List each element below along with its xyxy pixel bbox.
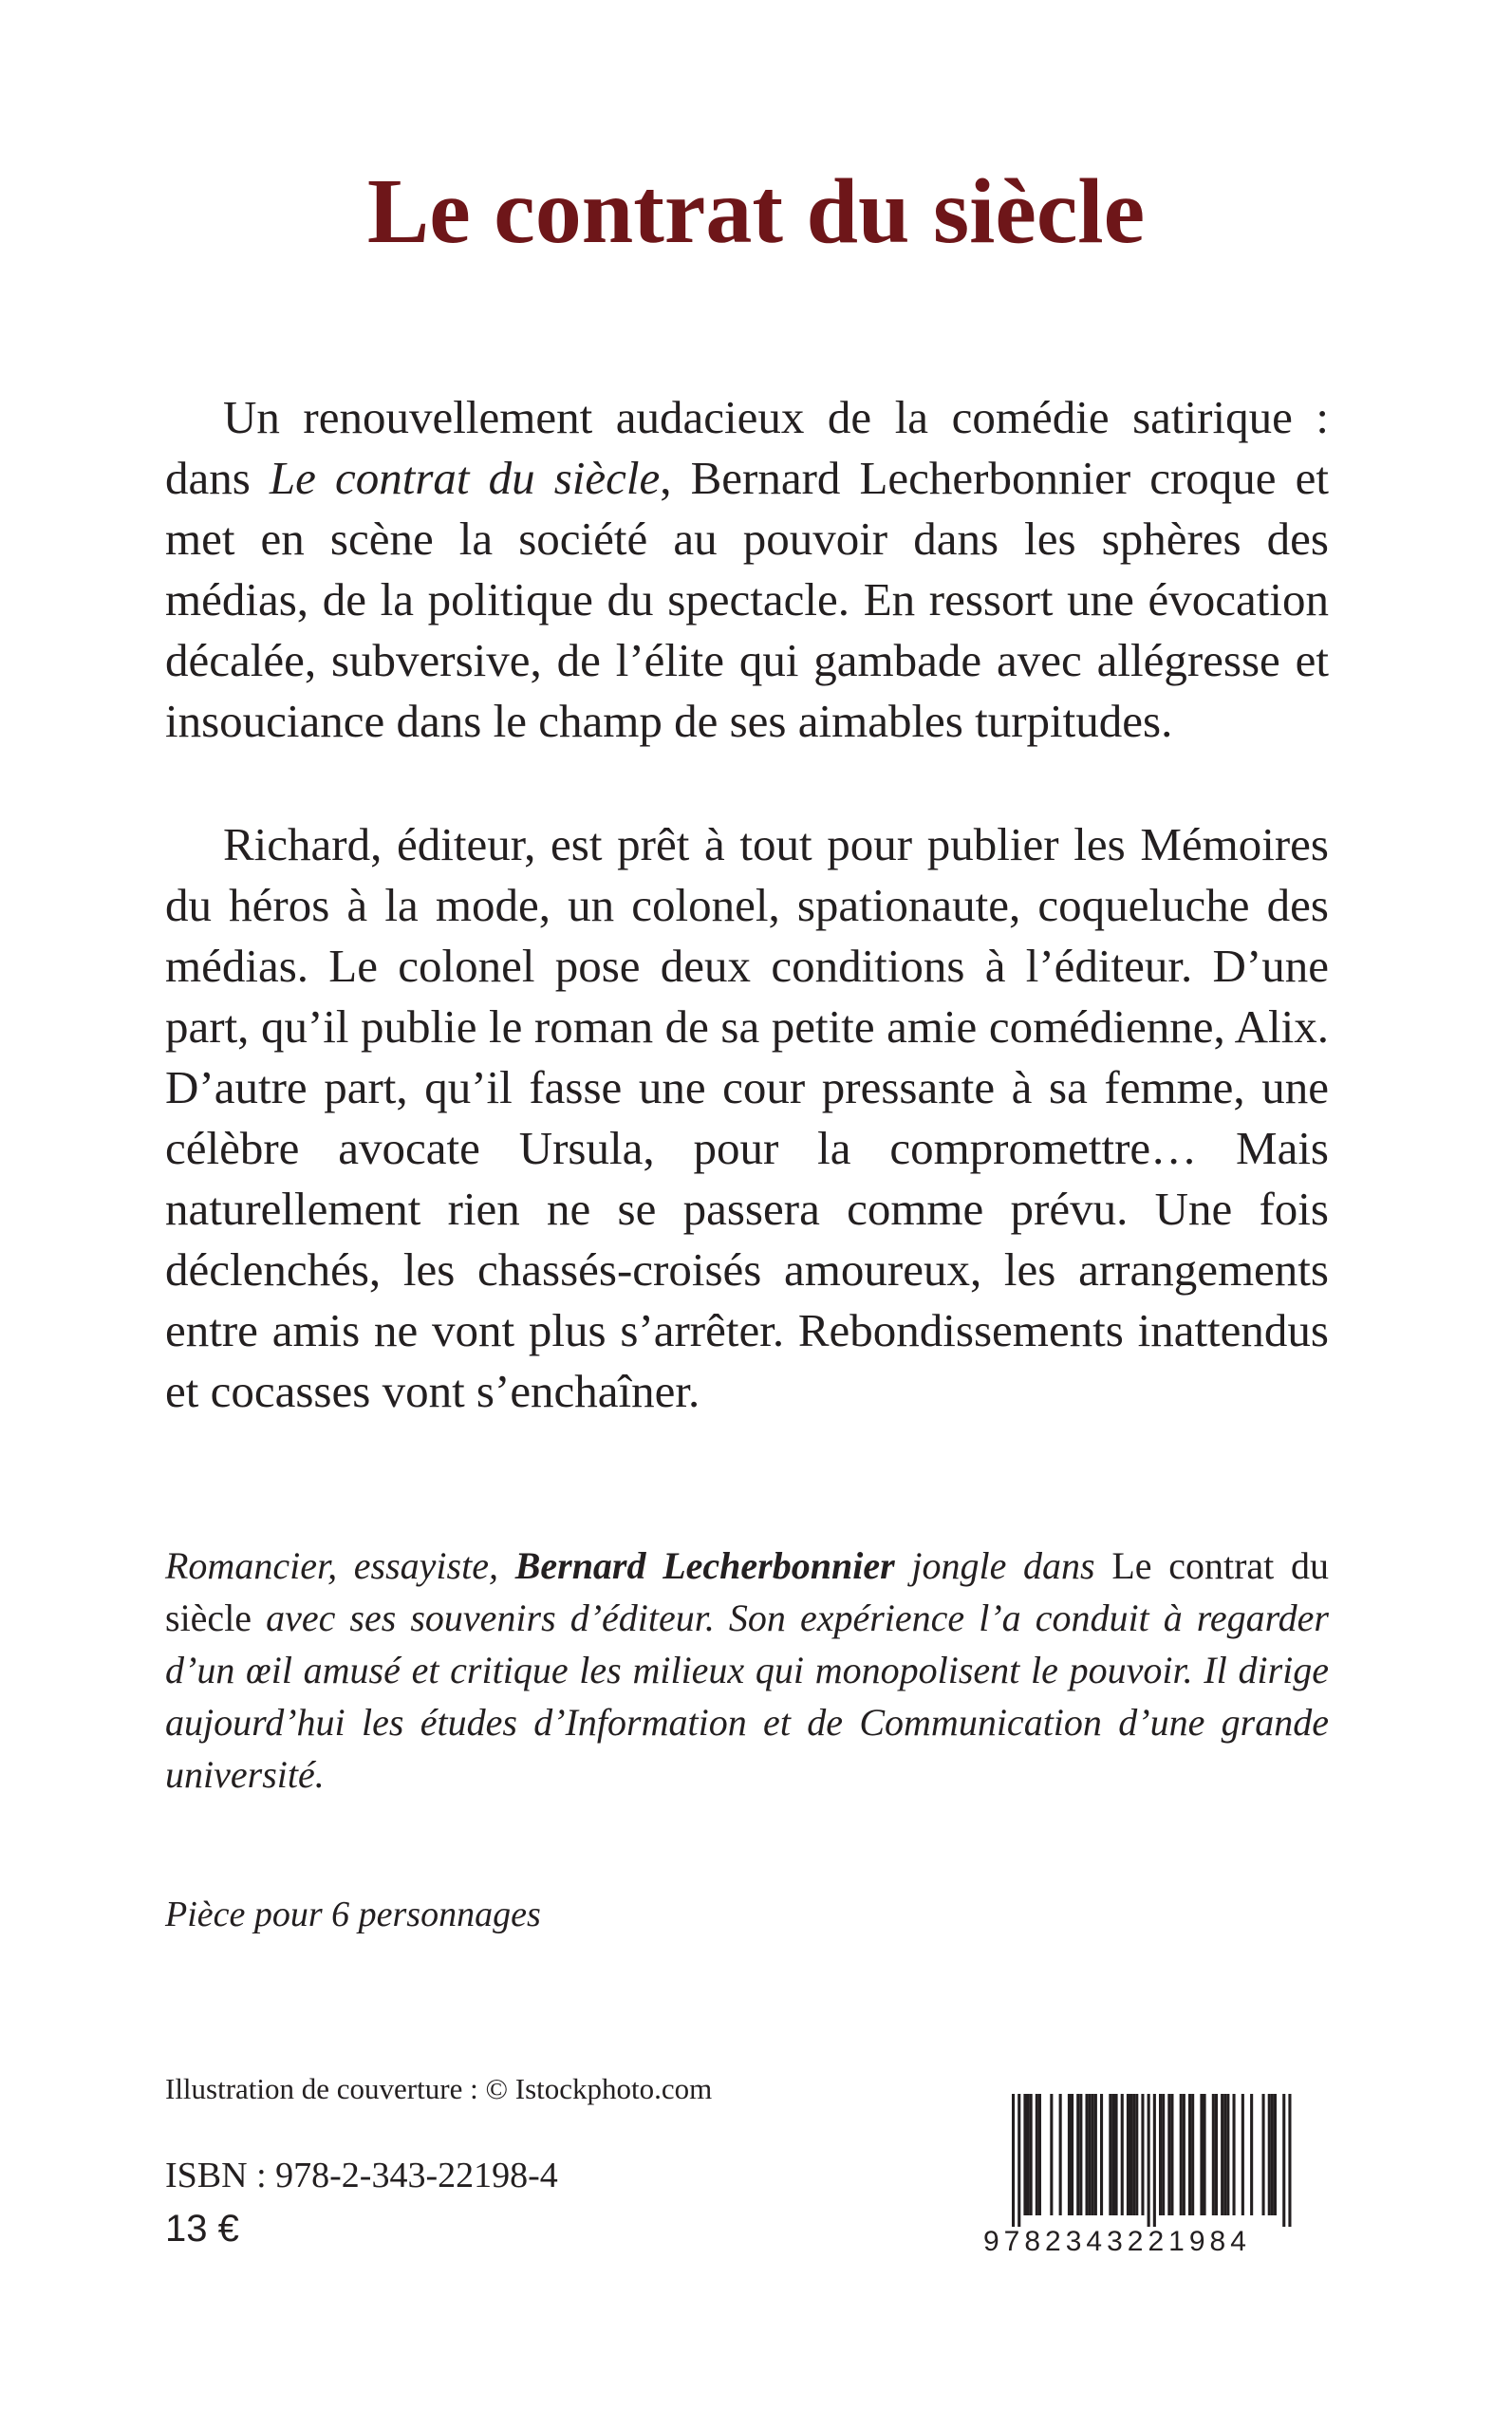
bio-author-name: Bernard Lecherbonnier: [514, 1544, 895, 1587]
barcode-bar: [1215, 2094, 1218, 2215]
barcode-bar: [1274, 2094, 1277, 2215]
bio-text-2: jongle dans: [894, 1544, 1112, 1587]
summary-text-1a: Un renouvellement audacieux de la comédie satirique : dans: [165, 391, 1329, 504]
barcode-digits: 9782343221984: [983, 2226, 1251, 2257]
barcode-bar: [1129, 2094, 1132, 2215]
barcode-bar: [1159, 2094, 1162, 2215]
barcode-bar: [1111, 2094, 1114, 2215]
barcode-bar: [1241, 2094, 1244, 2215]
summary-text-1b: , Bernard Lecherbonnier croque et met en scène la société au pouvoir dans les sphères des médias, de la politique du spectacle. En ressort une évocation décalée, subversive, de l’élite qui gambade avec allégresse et insouciance dans le champ de ses aimables turpitudes.: [165, 452, 1329, 747]
bio-text-3: avec ses souvenirs d’éditeur. Son expérience l’a conduit à regarder d’un œil amusé et critique les milieux qui monopolisent le pouvoir. Il dirige aujourd’hui les études d’Information et de Communication d’une grande université.: [165, 1597, 1329, 1796]
barcode-bar: [1282, 2094, 1285, 2227]
isbn: ISBN : 978-2-343-22198-4: [165, 2156, 558, 2195]
summary-paragraph-2: [165, 814, 1329, 1422]
barcode-bar: [1089, 2094, 1092, 2215]
barcode-bar: [1180, 2094, 1183, 2215]
barcode-bar: [1250, 2094, 1253, 2215]
barcode-bar: [1167, 2094, 1170, 2215]
barcode-bar: [1212, 2094, 1215, 2215]
summary-book-title: Le contrat du siècle: [269, 452, 661, 504]
barcode-bar: [1183, 2094, 1185, 2215]
book-title: Le contrat du siècle: [366, 160, 1146, 263]
barcode-bar: [1100, 2094, 1103, 2215]
barcode-bar: [1262, 2094, 1265, 2215]
author-bio: [165, 1540, 1329, 1801]
price: 13 €: [165, 2208, 239, 2250]
barcode-bar: [1109, 2094, 1111, 2215]
barcode-bar: [1023, 2094, 1026, 2215]
barcode-bar: [1132, 2094, 1135, 2215]
barcode-bar: [1012, 2094, 1015, 2227]
barcode-bar: [1271, 2094, 1274, 2215]
barcode-bar: [1221, 2094, 1223, 2215]
barcode-bar: [1059, 2094, 1062, 2215]
summary-paragraph-1: [165, 387, 1329, 752]
barcode-bars: [983, 2094, 1333, 2227]
barcode-bar: [1038, 2094, 1041, 2215]
barcode-bar: [1030, 2094, 1033, 2215]
illustration-credit: Illustration de couverture : © Istockphoto.com: [165, 2072, 713, 2105]
barcode-bar: [1268, 2094, 1271, 2215]
barcode-bar: [1223, 2094, 1226, 2215]
barcode-bar: [1170, 2094, 1173, 2215]
summary-text-2: Richard, éditeur, est prêt à tout pour publier les Mémoires du héros à la mode, un colonel, spationaute, coqueluche des médias. Le colonel pose deux conditions à l’éditeur. D’une part, qu’il publie le roman de sa petite amie comédienne, Alix. D’autre part, qu’il fasse une cour pressante à sa femme, une célèbre avocate Ursula, pour la compromettre… Mais naturellement rien ne se passera comme prévu. Une fois déclenchés, les chassés-croisés amoureux, les arrangements entre amis ne vont plus s’arrêter. Rebondissements inattendus et cocasses vont s’enchaîner.: [165, 818, 1329, 1417]
barcode-bar: [1135, 2094, 1138, 2215]
barcode-bar: [1079, 2094, 1082, 2215]
barcode-bar: [1204, 2094, 1206, 2215]
barcode-bar: [1068, 2094, 1071, 2215]
cast-note: Pièce pour 6 personnages: [165, 1895, 541, 1934]
barcode-bar: [1027, 2094, 1030, 2215]
barcode-bar: [1071, 2094, 1073, 2215]
barcode-bar: [1050, 2094, 1053, 2215]
barcode-bar: [1115, 2094, 1118, 2215]
barcode-bar: [1017, 2094, 1020, 2227]
barcode-bar: [1086, 2094, 1089, 2215]
barcode-bar: [1226, 2094, 1229, 2215]
barcode-bar: [1148, 2094, 1150, 2227]
barcode-bar: [1233, 2094, 1236, 2215]
barcode-bar: [1153, 2094, 1156, 2227]
barcode-bar: [1076, 2094, 1079, 2215]
barcode-bar: [1127, 2094, 1129, 2215]
barcode-bar: [1288, 2094, 1291, 2227]
bio-book-title: Le contrat du siècle: [165, 1544, 1330, 1639]
barcode-bar: [1141, 2094, 1144, 2215]
barcode-bar: [1094, 2094, 1097, 2215]
barcode-bar: [1036, 2094, 1038, 2215]
barcode: [983, 2094, 1333, 2260]
barcode-bar: [1092, 2094, 1094, 2215]
barcode-bar: [1162, 2094, 1165, 2215]
barcode-bar: [1188, 2094, 1191, 2215]
bio-text-1: Romancier, essayiste,: [165, 1544, 515, 1587]
barcode-bar: [1191, 2094, 1194, 2215]
barcode-bar: [1121, 2094, 1124, 2215]
barcode-bar: [1200, 2094, 1203, 2215]
